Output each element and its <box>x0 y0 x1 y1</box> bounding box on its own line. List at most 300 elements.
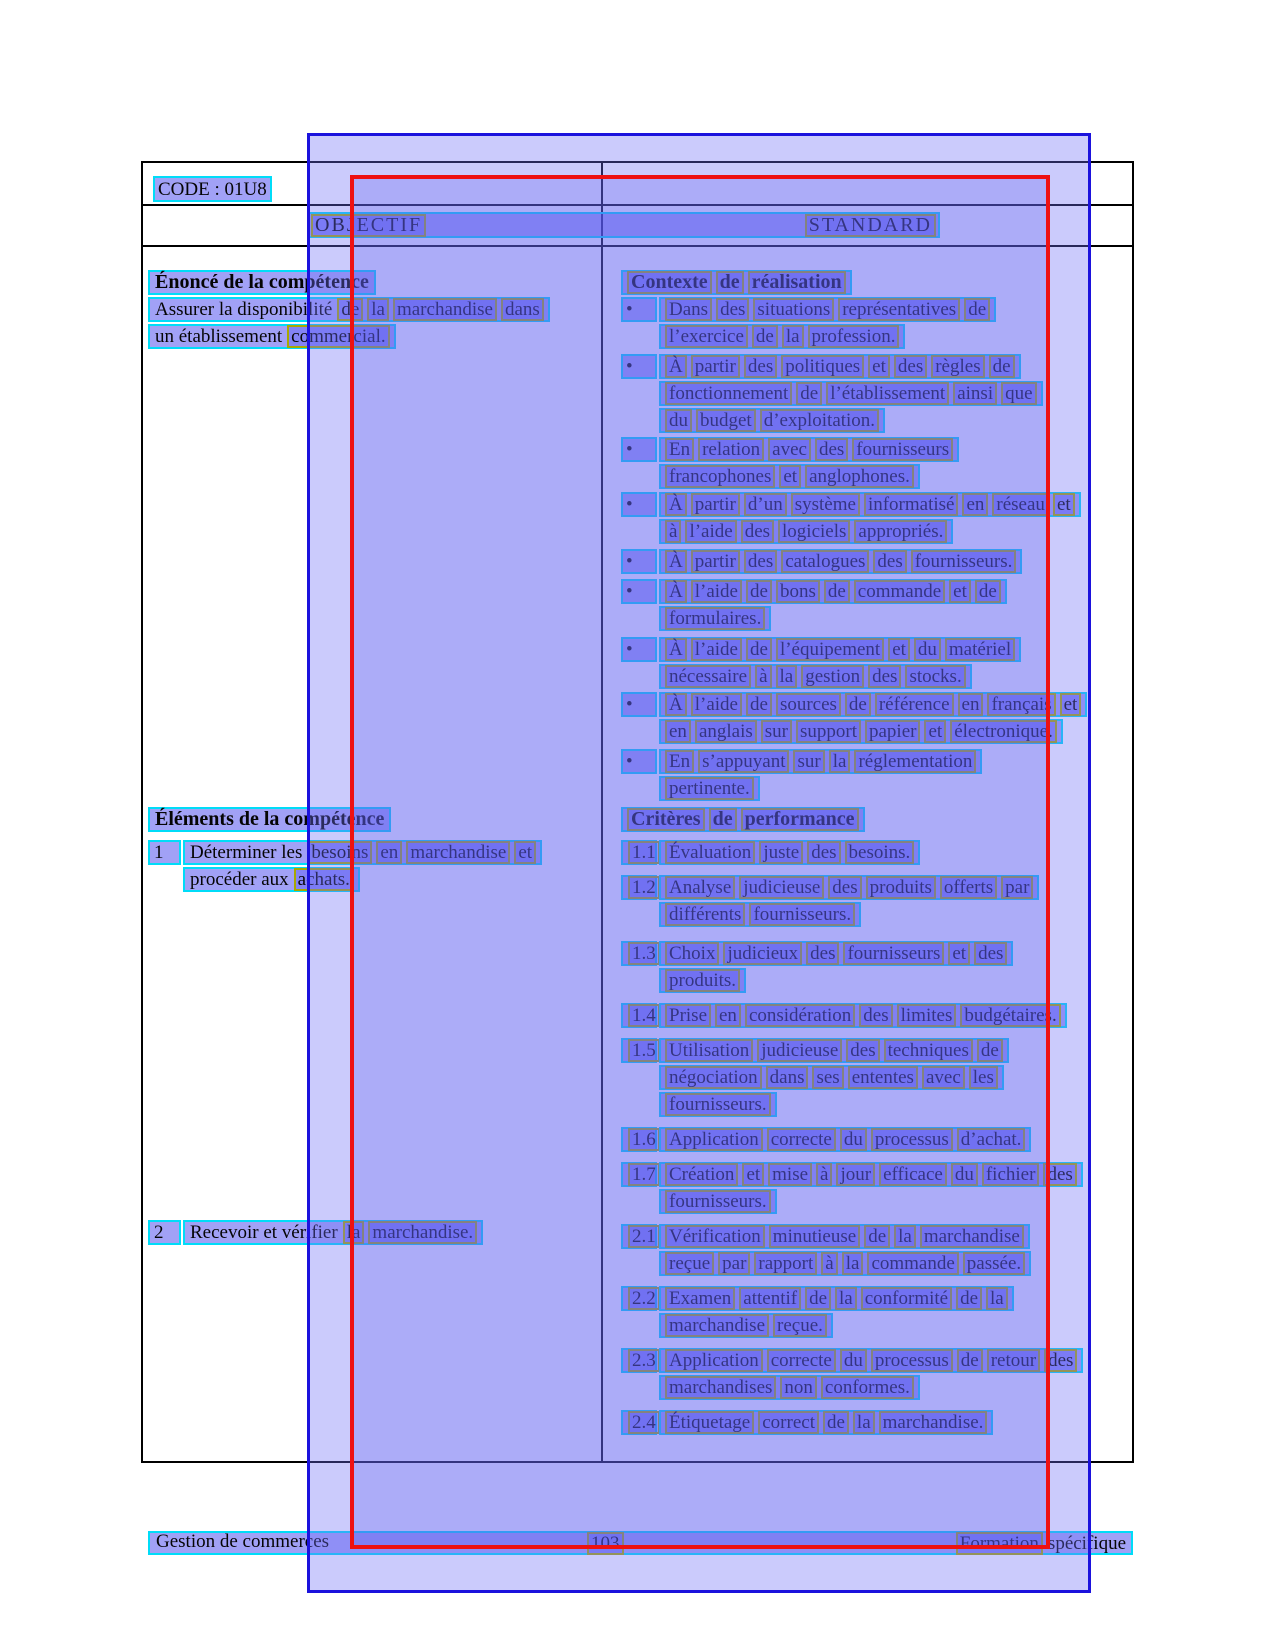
text-block <box>621 807 1132 834</box>
ocr-word-box: juste <box>759 841 803 864</box>
ocr-line-box <box>659 1162 1083 1187</box>
ocr-word-box: français <box>987 693 1055 716</box>
ocr-word-box: fournisseurs. <box>911 550 1017 573</box>
ocr-word-box: processus <box>871 1128 953 1151</box>
text-line <box>659 1251 1132 1278</box>
ocr-word-box: des <box>807 841 840 864</box>
objectif-header: OBJECTIF <box>311 214 426 237</box>
ocr-word-box: et <box>742 1163 764 1186</box>
ocr-word-box: Application <box>665 1349 763 1372</box>
text-block <box>148 270 601 297</box>
ocr-line-box <box>659 664 972 689</box>
text-line <box>621 1224 1132 1251</box>
ocr-word-box: processus <box>871 1349 953 1372</box>
ocr-word-box: informatisé <box>864 493 959 516</box>
ocr-word-box: sur <box>793 750 824 773</box>
ocr-word-box: des <box>1044 1349 1077 1372</box>
ocr-word-box: limites <box>897 1004 957 1027</box>
footer-line-box <box>148 1531 1133 1555</box>
text-block <box>621 1286 1132 1340</box>
text-line <box>659 968 1132 995</box>
text-block <box>148 1220 601 1247</box>
ocr-word-box: 2.2 <box>628 1287 660 1310</box>
ocr-word-box: l’établissement <box>826 382 949 405</box>
line-marker-box <box>621 875 657 900</box>
ocr-word-box: 1.4 <box>628 1004 660 1027</box>
ocr-line-box <box>659 875 1039 900</box>
ocr-line-box <box>148 270 376 295</box>
ocr-word-box: en <box>958 693 984 716</box>
ocr-word-box: de <box>709 808 737 831</box>
ocr-word-box: la <box>853 1411 875 1434</box>
ocr-word-box: judicieuse <box>739 876 824 899</box>
text-block <box>621 1348 1132 1402</box>
ocr-word-box: et <box>779 465 801 488</box>
ocr-word-box: Dans <box>665 298 712 321</box>
ocr-word-box: de <box>746 693 772 716</box>
line-marker-box <box>621 1127 657 1152</box>
ocr-word-box: que <box>1001 382 1036 405</box>
text-block <box>621 1410 1132 1437</box>
text-line <box>621 749 1132 776</box>
code-line-box <box>153 176 272 202</box>
text-line <box>148 297 601 324</box>
ocr-word-box: des <box>741 520 774 543</box>
line-marker-box: • <box>621 579 657 604</box>
ocr-word-box: besoins <box>307 841 372 864</box>
ocr-line-box <box>659 1127 1031 1152</box>
text-line <box>659 902 1132 929</box>
line-text: procéder aux <box>190 869 289 890</box>
text-line <box>621 297 1132 324</box>
line-marker-box: • <box>621 437 657 462</box>
text-block <box>621 692 1132 746</box>
ocr-word-box: des <box>859 1004 892 1027</box>
ocr-line-box <box>659 492 1081 517</box>
ocr-word-box: de <box>824 580 850 603</box>
text-line <box>148 324 601 351</box>
text-line <box>659 408 1132 435</box>
text-block <box>621 297 1132 351</box>
ocr-word-box: la <box>367 298 389 321</box>
ocr-word-box: À <box>665 638 687 661</box>
ocr-word-box: budgétaires. <box>960 1004 1060 1027</box>
text-block <box>621 840 1132 867</box>
ocr-line-box <box>183 840 542 865</box>
text-block <box>621 579 1132 633</box>
ocr-word-box: en <box>715 1004 741 1027</box>
footer-right-text <box>954 1532 1129 1555</box>
ocr-word-box: offerts <box>940 876 997 899</box>
line-marker-box: • <box>621 749 657 774</box>
ocr-line-box <box>659 324 905 349</box>
ocr-word-box: marchandises <box>665 1376 776 1399</box>
ocr-word-box: s’appuyant <box>698 750 789 773</box>
text-line <box>659 664 1132 691</box>
ocr-word-box: 1.5 <box>628 1039 660 1062</box>
ocr-word-box: électronique. <box>950 720 1057 743</box>
ocr-word-box: besoins. <box>845 841 915 864</box>
ocr-word-box: Choix <box>665 942 719 965</box>
line-marker-box <box>621 1162 657 1187</box>
ocr-word-box: En <box>665 750 694 773</box>
ocr-word-box: Examen <box>665 1287 735 1310</box>
line-marker-box <box>621 1286 657 1311</box>
ocr-word-box: des <box>873 550 906 573</box>
ocr-line-box <box>659 1065 1004 1090</box>
ocr-line-box <box>659 941 1013 966</box>
ocr-line-box <box>183 867 360 892</box>
ocr-word-box: techniques <box>884 1039 973 1062</box>
ocr-word-box: référence <box>875 693 954 716</box>
text-block <box>621 437 1132 491</box>
ocr-word-box: marchandise <box>406 841 510 864</box>
ocr-word-box: performance <box>741 808 859 831</box>
ocr-word-box: 2.1 <box>628 1225 660 1248</box>
text-block <box>148 807 601 834</box>
text-line <box>621 1038 1132 1065</box>
ocr-word-box: d’achat. <box>957 1128 1026 1151</box>
text-block <box>621 549 1132 576</box>
ocr-word-box: appropriés. <box>854 520 947 543</box>
ocr-line-box <box>659 1251 1031 1276</box>
ocr-word-box: d’exploitation. <box>760 409 879 432</box>
text-line <box>621 1348 1132 1375</box>
ocr-word-box: Contexte <box>627 271 712 294</box>
ocr-word-box: de <box>975 580 1001 603</box>
ocr-word-box: des <box>846 1039 879 1062</box>
ocr-word-box: conformité <box>861 1287 952 1310</box>
ocr-word-box: profession. <box>808 325 900 348</box>
text-line <box>621 354 1132 381</box>
ocr-word-box: l’aide <box>691 580 742 603</box>
line-text: Éléments de la compétence <box>155 808 385 830</box>
text-block <box>621 354 1132 435</box>
ocr-word-box: En <box>665 438 694 461</box>
ocr-word-box: l’aide <box>685 520 736 543</box>
ocr-line-box <box>621 807 865 832</box>
ocr-line-box <box>659 1092 777 1117</box>
footer-left-text: Gestion de commerces <box>156 1531 330 1552</box>
ocr-word-box: avec <box>922 1066 965 1089</box>
ocr-word-box: partir <box>691 355 740 378</box>
competency-table <box>141 161 1134 1463</box>
line-marker-box: • <box>621 637 657 662</box>
ocr-word-box: à <box>816 1163 832 1186</box>
text-line <box>659 776 1132 803</box>
text-line <box>621 492 1132 519</box>
table-row-divider <box>143 204 1132 206</box>
ocr-word-box: des <box>815 438 848 461</box>
ocr-word-box: la <box>986 1287 1008 1310</box>
ocr-word-box: la <box>835 1287 857 1310</box>
ocr-word-box: correcte <box>767 1128 836 1151</box>
ocr-word-box: minutieuse <box>769 1225 860 1248</box>
ocr-line-box <box>659 1348 1083 1373</box>
ocr-word-box: Utilisation <box>665 1039 753 1062</box>
ocr-word-box: des <box>806 942 839 965</box>
ocr-word-box: de <box>956 1287 982 1310</box>
ocr-word-box: À <box>665 355 687 378</box>
ocr-word-box: des <box>828 876 861 899</box>
ocr-word-box: anglophones. <box>805 465 914 488</box>
ocr-word-box: pertinente. <box>665 777 754 800</box>
ocr-line-box <box>659 1375 920 1400</box>
ocr-word-box: produits. <box>665 969 740 992</box>
ocr-word-box: réseau <box>992 493 1049 516</box>
ocr-line-box <box>659 1224 1030 1249</box>
ocr-word-box: À <box>665 693 687 716</box>
objectif-column <box>143 245 601 1461</box>
ocr-word-box: 1.3 <box>628 942 660 965</box>
line-text: Assurer la disponibilité <box>155 299 333 320</box>
text-block <box>621 1003 1132 1030</box>
text-line <box>621 270 1132 297</box>
text-line <box>183 867 601 894</box>
ocr-word-box: commande <box>867 1252 958 1275</box>
ocr-word-box: jour <box>836 1163 875 1186</box>
ocr-word-box: Vérification <box>665 1225 765 1248</box>
ocr-word-box: partir <box>691 493 740 516</box>
ocr-word-box: du <box>840 1349 867 1372</box>
ocr-word-box: 1.7 <box>628 1163 660 1186</box>
ocr-word-box: des <box>744 550 777 573</box>
ocr-word-box: de <box>964 298 990 321</box>
line-text: Déterminer les <box>190 842 303 863</box>
ocr-word-box: Étiquetage <box>665 1411 754 1434</box>
ocr-line-box <box>659 1286 1014 1311</box>
ocr-word-box: À <box>665 493 687 516</box>
ocr-word-box: commande <box>854 580 945 603</box>
ocr-line-box <box>659 354 1021 379</box>
ocr-word-box: l’équipement <box>776 638 884 661</box>
ocr-word-box: du <box>840 1128 867 1151</box>
ocr-word-box: anglais <box>695 720 757 743</box>
ocr-word-box: marchandise <box>393 298 497 321</box>
ocr-word-box: budget <box>696 409 756 432</box>
ocr-word-box: 1.6 <box>628 1128 660 1151</box>
ocr-word-box: non <box>780 1376 817 1399</box>
ocr-word-box: mise <box>768 1163 812 1186</box>
standard-column <box>603 245 1132 1461</box>
text-line <box>659 719 1132 746</box>
ocr-word-box: la <box>343 1221 365 1244</box>
ocr-word-box: la <box>842 1252 864 1275</box>
ocr-word-box: attentif <box>739 1287 801 1310</box>
ocr-word-box: reçue. <box>773 1314 827 1337</box>
ocr-word-box: Analyse <box>665 876 735 899</box>
ocr-word-box: de <box>845 693 871 716</box>
ocr-word-box: reçue <box>665 1252 714 1275</box>
text-block <box>148 297 601 351</box>
ocr-word-box: de <box>989 355 1015 378</box>
ocr-word-box: de <box>977 1039 1003 1062</box>
table-body <box>143 245 1132 1461</box>
ocr-word-box: des <box>716 298 749 321</box>
ocr-word-box: de <box>337 298 363 321</box>
ocr-word-box: d’un <box>744 493 787 516</box>
text-line <box>148 840 601 867</box>
ocr-word-box: représentatives <box>838 298 960 321</box>
ocr-word-box: fonctionnement <box>665 382 792 405</box>
ocr-word-box: des <box>974 942 1007 965</box>
footer-right-word-plain: spécifique <box>1047 1532 1126 1554</box>
ocr-word-box: catalogues <box>781 550 869 573</box>
ocr-word-box: correcte <box>767 1349 836 1372</box>
ocr-word-box: Évaluation <box>665 841 755 864</box>
ocr-word-box: considération <box>745 1004 855 1027</box>
ocr-word-box: Critères <box>627 808 705 831</box>
ocr-word-box: de <box>716 271 744 294</box>
ocr-word-box: marchandise <box>665 1314 769 1337</box>
text-line <box>621 1162 1132 1189</box>
ocr-word-box: négociation <box>665 1066 762 1089</box>
line-text: Énoncé de la compétence <box>155 271 369 293</box>
ocr-line-box <box>659 840 920 865</box>
ocr-word-box: et <box>868 355 890 378</box>
ocr-word-box: conformes. <box>821 1376 914 1399</box>
ocr-word-box: Création <box>665 1163 738 1186</box>
text-line <box>659 606 1132 633</box>
ocr-word-box: et <box>949 580 971 603</box>
ocr-line-box <box>148 324 396 349</box>
ocr-word-box: ainsi <box>953 382 997 405</box>
ocr-word-box: en <box>962 493 988 516</box>
text-block <box>621 1127 1132 1154</box>
line-text: Recevoir et vérifier <box>190 1222 338 1243</box>
text-block <box>621 637 1132 691</box>
ocr-word-box: fournisseurs. <box>749 903 855 926</box>
ocr-word-box: papier <box>865 720 920 743</box>
ocr-word-box: support <box>796 720 861 743</box>
ocr-word-box: la <box>894 1225 916 1248</box>
ocr-word-box: réglementation <box>854 750 976 773</box>
ocr-line-box <box>659 549 1022 574</box>
ocr-word-box: de <box>752 325 778 348</box>
text-line <box>621 875 1132 902</box>
ocr-word-box: fournisseurs <box>852 438 953 461</box>
text-line <box>621 840 1132 867</box>
text-line <box>659 381 1132 408</box>
line-marker-box: • <box>621 692 657 717</box>
text-block <box>148 840 601 894</box>
ocr-line-box <box>659 902 861 927</box>
text-line <box>621 1003 1132 1030</box>
ocr-word-box: À <box>665 550 687 573</box>
text-line <box>621 1127 1132 1154</box>
ocr-line-box <box>659 1410 993 1435</box>
text-block <box>621 1038 1132 1119</box>
ocr-word-box: Prise <box>665 1004 711 1027</box>
line-marker-box <box>621 1348 657 1373</box>
ocr-word-box: francophones <box>665 465 775 488</box>
ocr-word-box: achats. <box>294 868 354 891</box>
line-marker-box <box>621 1410 657 1435</box>
ocr-word-box: la <box>829 750 851 773</box>
ocr-line-box <box>183 1220 483 1245</box>
line-marker-box <box>621 840 657 865</box>
ocr-word-box: avec <box>768 438 811 461</box>
ocr-word-box: 2.4 <box>628 1411 660 1434</box>
ocr-word-box: sources <box>776 693 841 716</box>
ocr-word-box: fournisseurs <box>843 942 944 965</box>
ocr-line-box <box>659 519 953 544</box>
ocr-word-box: politiques <box>781 355 864 378</box>
ocr-word-box: judicieuse <box>757 1039 842 1062</box>
text-line <box>659 519 1132 546</box>
text-line <box>659 1189 1132 1216</box>
text-line <box>621 549 1132 576</box>
text-line <box>659 324 1132 351</box>
ocr-word-box: dans <box>766 1066 809 1089</box>
ocr-word-box: des <box>868 665 901 688</box>
ocr-word-box: ententes <box>848 1066 918 1089</box>
ocr-word-box: l’aide <box>691 693 742 716</box>
ocr-word-box: judicieux <box>723 942 802 965</box>
ocr-word-box: rapport <box>754 1252 817 1275</box>
ocr-word-box: Application <box>665 1128 763 1151</box>
ocr-word-box: par <box>718 1252 750 1275</box>
ocr-word-box: logiciels <box>778 520 850 543</box>
ocr-line-box <box>659 579 1007 604</box>
line-marker-box <box>621 941 657 966</box>
ocr-line-box <box>659 297 996 322</box>
text-line <box>659 1375 1132 1402</box>
ocr-word-box: gestion <box>801 665 864 688</box>
ocr-word-box: dans <box>501 298 544 321</box>
ocr-word-box: retour <box>987 1349 1040 1372</box>
text-line <box>659 1092 1132 1119</box>
line-marker-box: 1 <box>148 840 181 865</box>
text-line <box>621 1410 1132 1437</box>
ocr-word-box: formulaires. <box>665 607 765 630</box>
ocr-word-box: 1.2 <box>628 876 660 899</box>
ocr-word-box: du <box>951 1163 978 1186</box>
ocr-word-box: nécessaire <box>665 665 751 688</box>
footer-page-number: 103 <box>587 1532 624 1555</box>
text-line <box>659 464 1132 491</box>
ocr-word-box: À <box>665 580 687 603</box>
ocr-word-box: 2.3 <box>628 1349 660 1372</box>
ocr-word-box: et <box>888 638 910 661</box>
standard-header: STANDARD <box>805 214 936 237</box>
ocr-word-box: et <box>514 841 536 864</box>
text-line <box>621 941 1132 968</box>
text-block <box>621 749 1132 803</box>
ocr-word-box: règles <box>931 355 984 378</box>
ocr-line-box <box>659 408 885 433</box>
ocr-word-box: matériel <box>945 638 1015 661</box>
ocr-word-box: produits <box>866 876 936 899</box>
ocr-word-box: en <box>665 720 691 743</box>
ocr-line-box <box>148 297 550 322</box>
text-block <box>621 941 1132 995</box>
ocr-line-box <box>659 692 1087 717</box>
ocr-word-box: de <box>864 1225 890 1248</box>
ocr-word-box: correct <box>758 1411 819 1434</box>
line-marker-box <box>621 1003 657 1028</box>
ocr-word-box: de <box>957 1349 983 1372</box>
text-line <box>659 1313 1132 1340</box>
ocr-word-box: et <box>1053 493 1075 516</box>
ocr-line-box <box>659 968 746 993</box>
text-line <box>621 437 1132 464</box>
line-marker-box: • <box>621 492 657 517</box>
ocr-word-box: fournisseurs. <box>665 1190 771 1213</box>
ocr-line-box <box>659 749 982 774</box>
ocr-word-box: commercial. <box>287 325 389 348</box>
text-line <box>148 1220 601 1247</box>
